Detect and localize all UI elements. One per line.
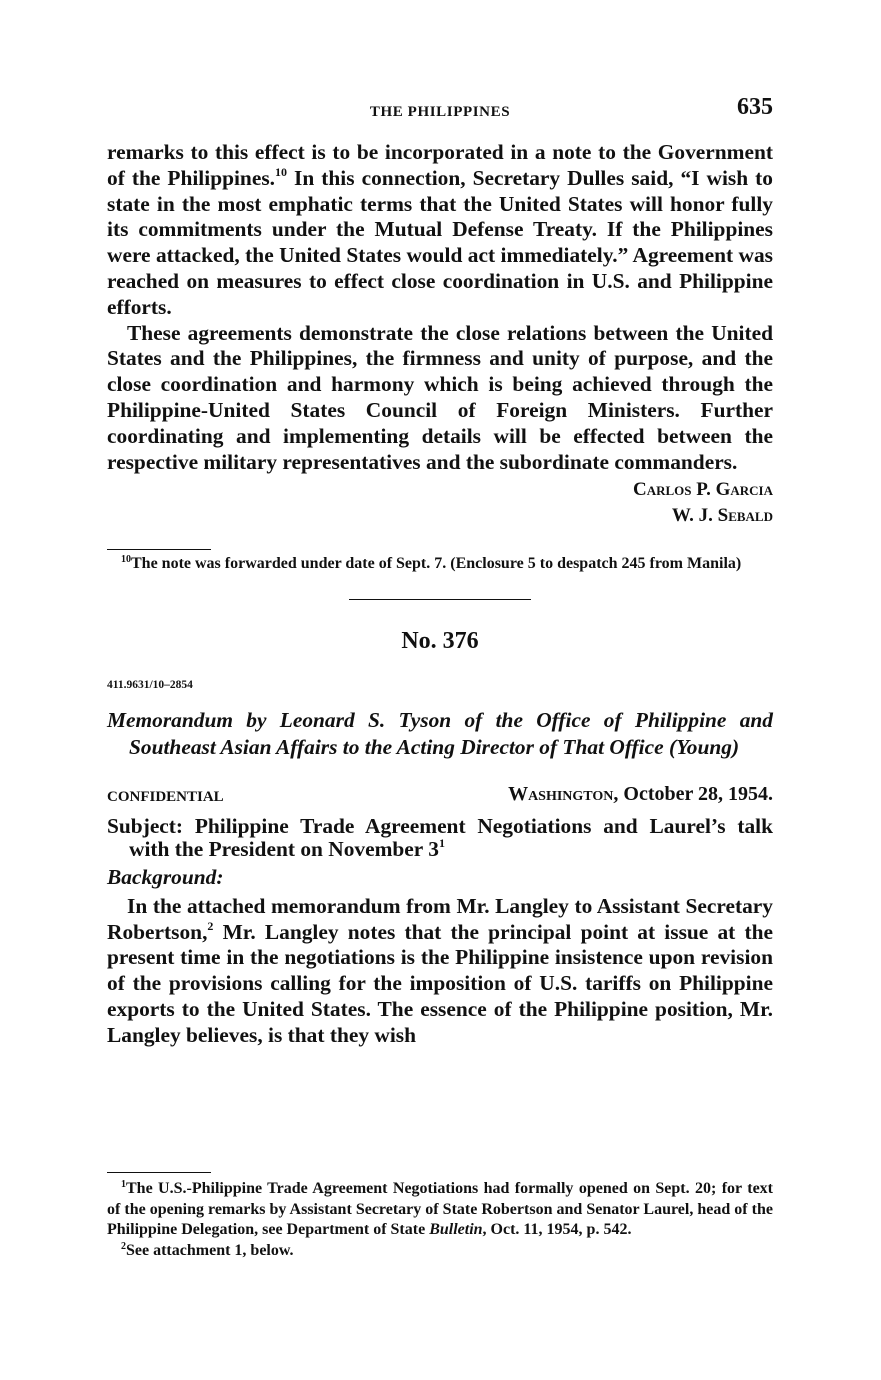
footnote-1 [107,1179,773,1241]
background-paragraph [107,894,773,1049]
footnote-marker: 1 [121,1179,126,1190]
footnote-2 [107,1241,773,1262]
continuation-paragraph [107,140,773,321]
classification-label: CONFIDENTIAL [107,788,224,805]
paragraph-text: In the attached memorandum from Mr. Langley to Assistant Secretary Robertson, [107,893,773,944]
footnote-text: , Oct. 11, 1954, p. 542. [482,1221,632,1238]
footnote-text: The U.S.-Philippine Trade Agreement Negotiations had formally opened on Sept. 20; for text of the opening remarks by Assistant Secretary of State Robertson and Senator Laurel, head of the Philippine Delegation, see Department of State [107,1180,773,1238]
paragraph-text: remarks to this effect is to be incorporated in a note to the Government of the Philippines. [107,140,773,190]
subject-text: Subject: Philippine Trade Agreement Negotiations and Laurel’s talk with the President on November 3 [107,813,773,862]
paragraph-text: Mr. Langley notes that the principal point at issue at the present time in the negotiations is the Philippine insistence upon revision of the provisions calling for the imposition of U.S. tariffs on Philippine exports to the United States. The essence of the Philippine position, Mr. Langley believes, is that they wish [107,919,773,1047]
place: Washington [508,782,614,805]
footnote-rule [107,1172,211,1173]
footnote-rule [107,549,211,550]
page-number: 635 [737,94,773,120]
section-heading: Background: [107,864,224,889]
dateline [107,783,773,809]
footnote-reference[interactable]: 1 [438,836,445,851]
signature-block [107,477,773,529]
signature-garcia: Carlos P. Garcia [632,479,773,501]
running-header [107,94,773,124]
place-and-date [508,783,773,806]
document-number: No. 376 [401,627,479,654]
footnote-text: The note was forwarded under date of Sept. 7. (Enclosure 5 to despatch 245 from Manila) [131,555,742,573]
signature-sebald: W. J. Sebald [671,505,773,527]
date: , October 28, 1954. [613,782,773,805]
document-page [107,94,773,1259]
footnote-10 [107,554,773,575]
file-reference: 411.9631/10–2854 [107,678,193,691]
footnote-reference[interactable]: 2 [207,918,214,933]
footnote-marker: 10 [121,554,131,566]
body-paragraph: These agreements demonstrate the close relations between the United States and the Philippines, the firmness and unity of purpose, and the close coordination and harmony which is being achieved through the Philippine-United States Council of Foreign Ministers. Further coordinating and implementing details will be effected between the respective military representatives and the subordinate commanders. [107,320,773,474]
page-footnotes [107,1172,773,1261]
footnote-reference[interactable]: 10 [275,164,287,179]
footnote-italic-text: Bulletin [429,1221,483,1238]
footnote-text: See attachment 1, below. [126,1241,294,1259]
subject-line [107,815,773,862]
running-title: THE PHILIPPINES [369,104,511,120]
section-divider [349,599,531,600]
paragraph-text: In this connection, Secretary Dulles said, “I wish to state in the most emphatic terms that the United States will honor fully its commitments under the Mutual Defense Treaty. If the Philippines were attacked, the United States would act immediately.” Agreement was reached on measures to effect close coordination in U.S. and Philippine efforts. [107,165,773,319]
footnote-marker: 2 [121,1240,126,1252]
memorandum-title: Memorandum by Leonard S. Tyson of the Office of Philippine and Southeast Asian Affairs to the Acting Director of That Office (Young) [107,707,773,759]
